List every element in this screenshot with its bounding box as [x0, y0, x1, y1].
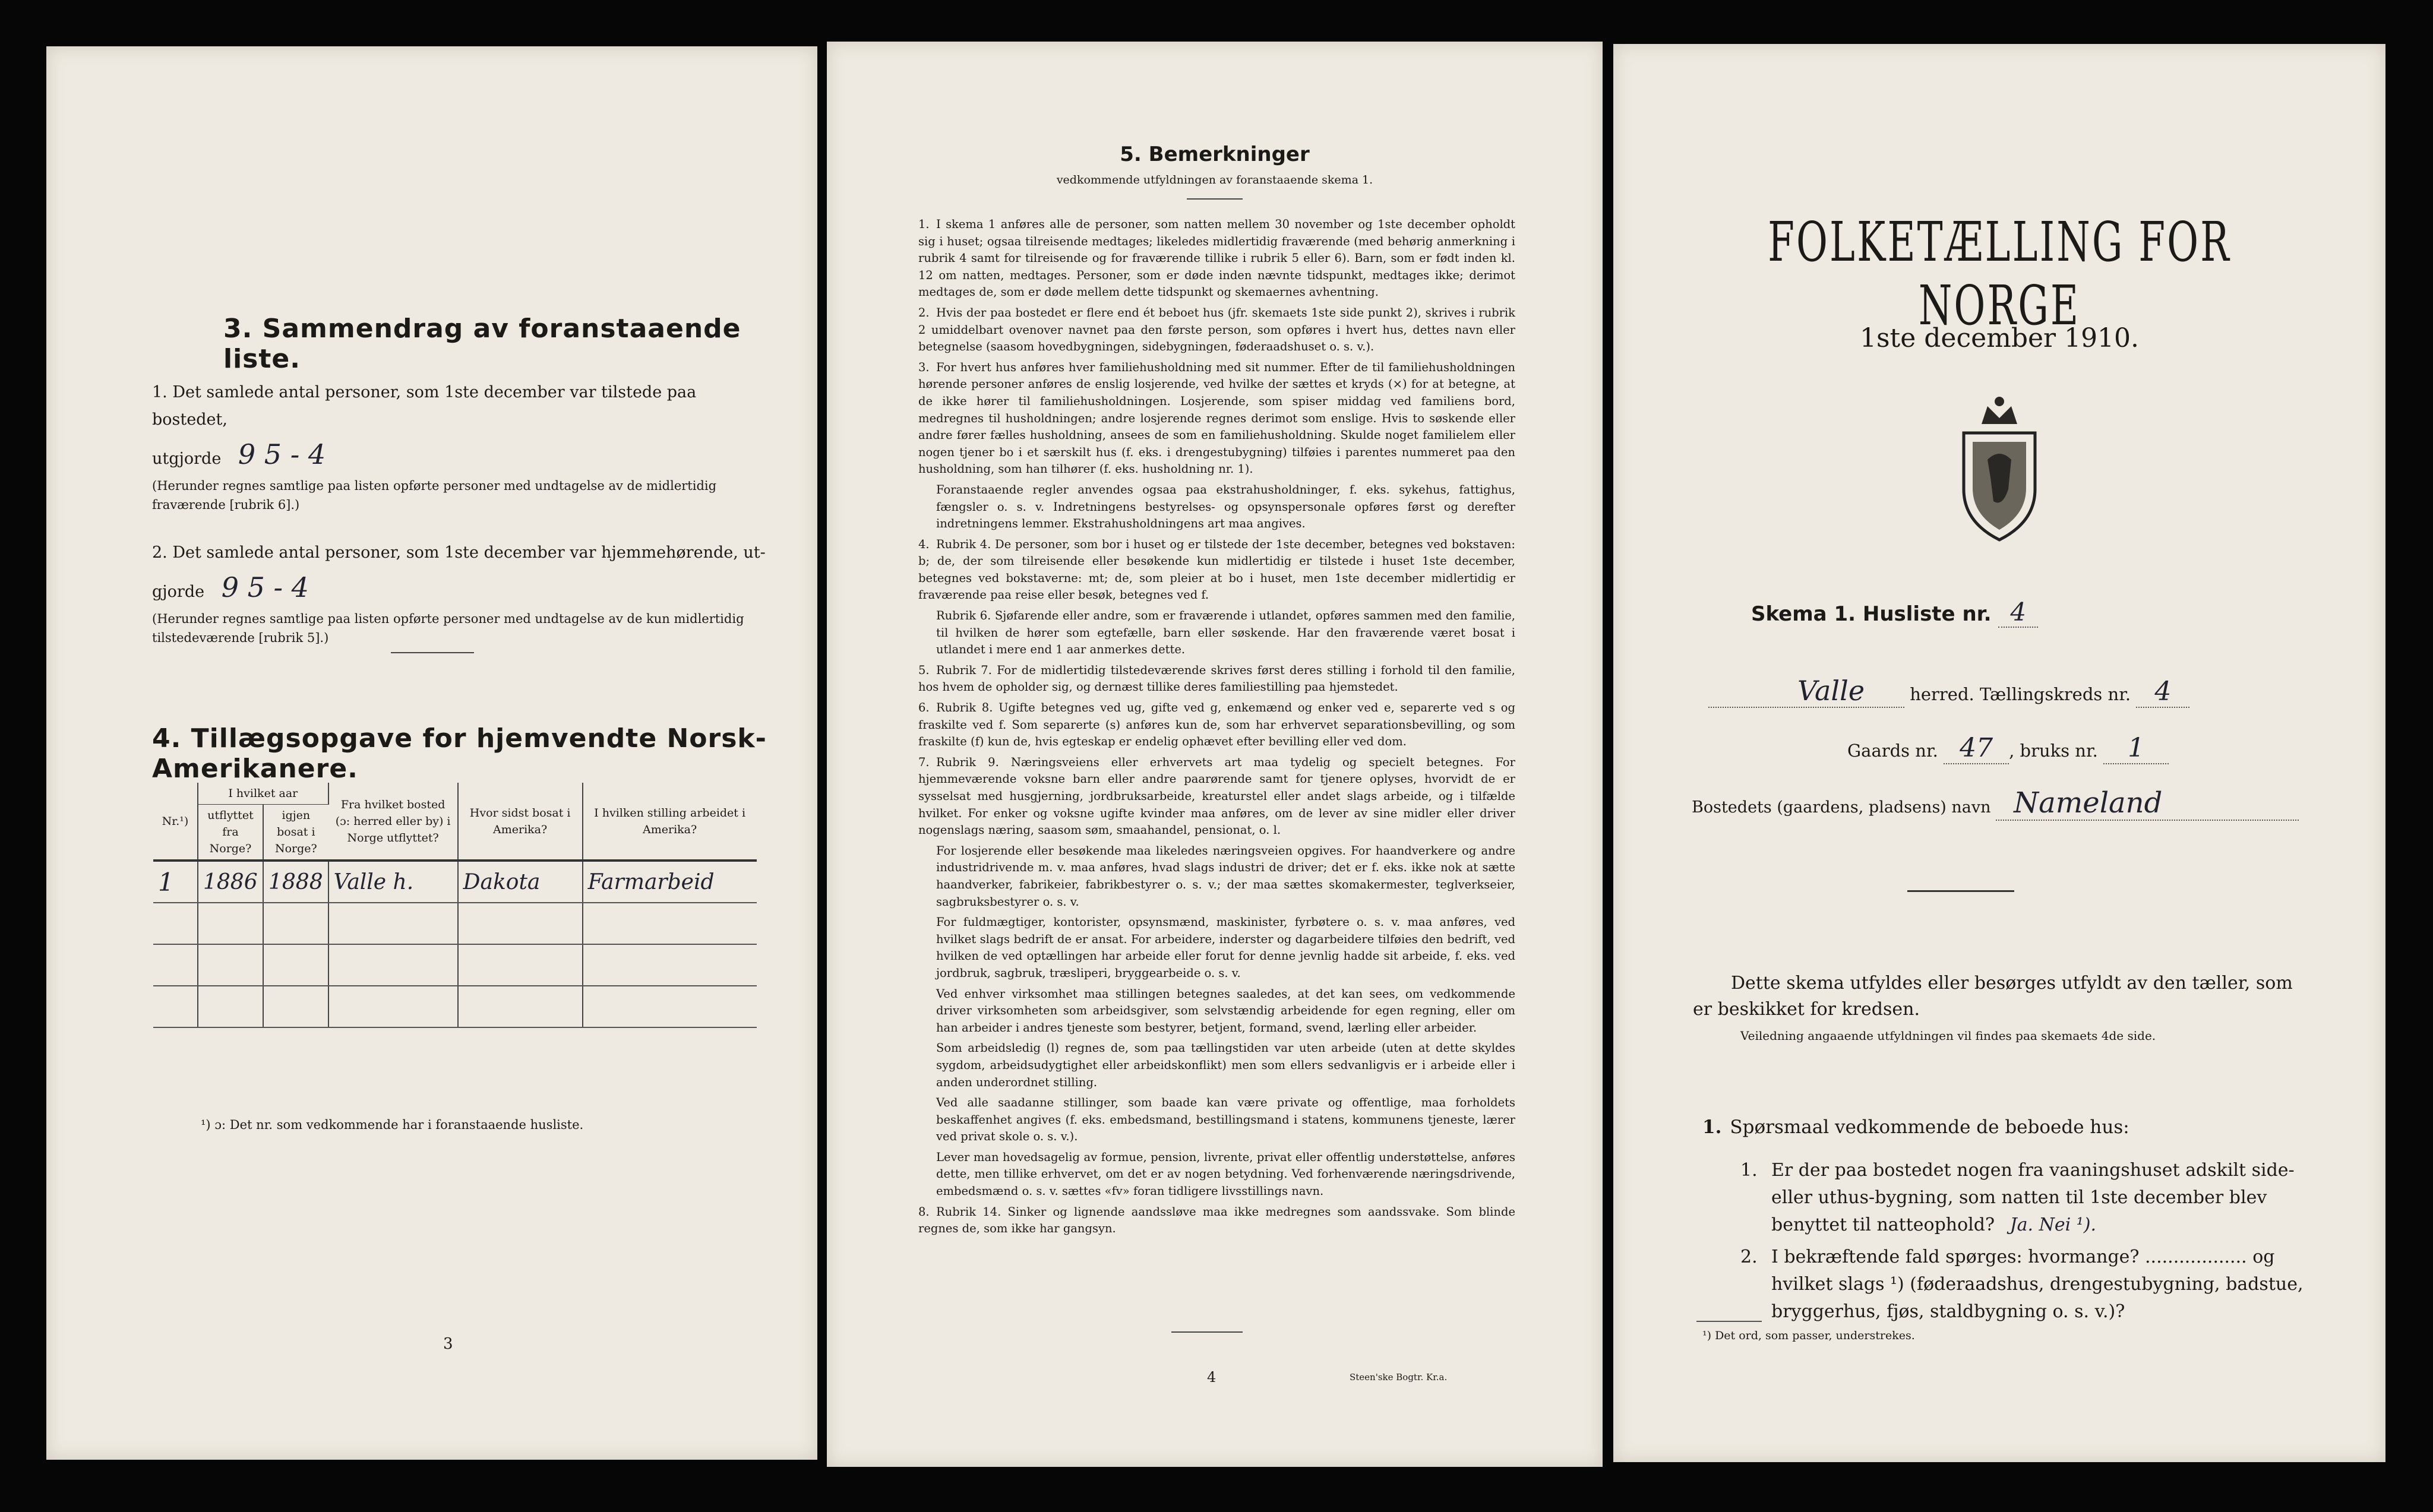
census-title: FOLKETÆLLING FOR NORGE: [1768, 210, 2231, 337]
section4-footnote: ¹) ɔ: Det nr. som vedkommende har i foranstaaende husliste.: [201, 1118, 584, 1132]
item1-utgjorde: utgjorde: [152, 450, 222, 468]
bosted-label: Bostedets (gaardens, pladsens) navn: [1692, 798, 1991, 817]
skema-husliste-label: Skema 1. Husliste nr.: [1751, 602, 1992, 626]
herred-line: [1708, 675, 2302, 708]
section3-item2: [152, 539, 770, 647]
question-2-text: I bekræftende fald spørges: hvormange? .................. og hvilket slags ¹) (føderaadshus, drengestubygning, badstue, bryggerhus, fjøs, staldbygning o. s. v.)?: [1771, 1247, 2304, 1322]
row-returned: 1888: [263, 861, 328, 903]
row-position: [583, 986, 757, 1027]
section3-title: 3. Sammendrag av foranstaaende liste.: [223, 314, 741, 374]
row-position: [583, 944, 757, 986]
intro-text: Dette skema utfyldes eller besørges utfyldt av den tæller, som er beskikket for kredsen.: [1693, 973, 2293, 1020]
gaards-line: [1847, 733, 2169, 764]
section4-title: 4. Tillægsopgave for hjemvendte Norsk-Amerikanere.: [152, 723, 767, 784]
row-from-where: [328, 944, 458, 986]
husliste-nr-value: 4: [1998, 597, 2038, 628]
remark-paragraph: Ved alle saadanne stillinger, som baade kan være private og offentlige, maa forholdets beskaffenhet angives (f. eks. embedsmand, bestillingsmand i statens, kommunens tjeneste, lærer ved privat skole o. s. v.).: [936, 1096, 1515, 1144]
row-emigrated: [198, 986, 263, 1027]
page-number: 4: [1207, 1369, 1216, 1386]
col-from-where: Fra hvilket bosted (ɔ: herred eller by) i Norge utflyttet?: [328, 783, 458, 861]
kreds-value: 4: [2136, 676, 2189, 708]
question-1-answer: Ja. Nei ¹).: [2009, 1214, 2097, 1235]
row-from-where: [328, 986, 458, 1027]
remark-paragraph: 8. Rubrik 14. Sinker og lignende aandssløve maa ikke medregnes som aandssvake. Som blinde regnes de, som ikke har gangsyn.: [918, 1204, 1515, 1236]
remark-paragraph: Ved enhver virksomhet maa stillingen betegnes saaledes, at det kan sees, om vedkommende driver virksomheten som arbeidsgiver, som selvstændig arbeidende for egen regning, eller om han arbeider i andres tjeneste som bestyrer, betjent, formand, svend, lærling eller arbeider.: [936, 986, 1515, 1035]
question-1: 1. Er der paa bostedet nogen fra vaaningshuset adskilt side- eller uthus-bygning, som natten til 1ste december blev benyttet til natteophold? Ja. Nei ¹).: [1740, 1160, 2295, 1235]
table-row: [153, 861, 757, 903]
remark-paragraph: 2. Hvis der paa bostedet er flere end ét beboet hus (jfr. skemaets 1ste side punkt 2), skrives i rubrik 2 umiddelbart ovenover navnet paa den første person, som opføres i hvert hus, dettes navn eller betegnelse (saasom hovedbygningen, sidebygningen, føderaadshuset o. s. v.).: [918, 305, 1515, 354]
item1-value: 9 5 - 4: [238, 438, 326, 470]
remarks-title: 5. Bemerkninger: [1120, 143, 1310, 166]
middle-page: [827, 42, 1603, 1467]
gaards-label: Gaards nr.: [1847, 741, 1938, 761]
skema-label: [1751, 597, 2038, 627]
remark-paragraph: 3. For hvert hus anføres hver familiehusholdning med sit nummer. Efter de til familiehusholdningen hørende personer anføres de enslig losjerende, ved hvilke der sættes et kryds (×) for at betegne, at de ikke hører til familiehusholdningen. Losjerende, som spiser middag ved familiens bord, medregnes til husholdningen; andre losjerende regnes derimot som enslige. Hvis to søskende eller andre fører fælles husholdning, ansees de som en familiehusholdning. Skulde noget familielem eller nogen tjener bo i et særskilt hus (f. eks. i drengestubygning) tilføies i parentes nummeret paa den husholdning, som han tilhører (f. eks. husholdning nr. 1).: [918, 360, 1515, 476]
row-nr: [153, 986, 198, 1027]
row-from-where: [328, 903, 458, 944]
row-last-residence: Dakota: [458, 861, 583, 903]
bosted-value: Nameland: [1996, 786, 2299, 821]
item1-text: 1. Det samlede antal personer, som 1ste december var tilstede paa bostedet,: [152, 383, 697, 429]
table-row: [153, 903, 757, 944]
row-returned: [263, 903, 328, 944]
intro-small-text: Veiledning angaaende utfyldningen vil findes paa skemaets 4de side.: [1740, 1029, 2156, 1043]
item2-text: 2. Det samlede antal personer, som 1ste december var hjemmehørende, ut-: [152, 543, 766, 562]
item1-note: (Herunder regnes samtlige paa listen opførte personer med undtagelse av de midlertidig fraværende [rubrik 6].): [152, 479, 717, 512]
question-2: 2. I bekræftende fald spørges: hvormange? .................. og hvilket slags ¹) (føderaadshus, drengestubygning, badstue, bryggerhus, fjøs, staldbygning o. s. v.)?: [1740, 1244, 2317, 1326]
page-number: 3: [443, 1335, 453, 1353]
col-nr: Nr.¹): [153, 783, 198, 861]
row-emigrated: [198, 903, 263, 944]
col-emigrated: utflyttet fra Norge?: [198, 805, 263, 861]
remark-paragraph: For fuldmægtiger, kontorister, opsynsmænd, maskinister, fyrbøtere o. s. v. maa anføres, ved hvilket slags bedrift de er ansat. For arbeidere, inderster og dagarbeidere tilføies den bedrift, ved hvilken de ved optællingen har arbeide eller forut for denne jevnlig hadde sit arbeide, f. eks. ved jordbruk, sagbruk, træsliperi, bryggearbeide o. s. v.: [936, 915, 1515, 980]
row-returned: [263, 986, 328, 1027]
questions-heading: 1. Spørsmaal vedkommende de beboede hus:: [1702, 1116, 2129, 1138]
row-last-residence: [458, 986, 583, 1027]
divider: [1187, 198, 1243, 200]
col-last-residence: Hvor sidst bosat i Amerika?: [458, 783, 583, 861]
right-page: [1613, 44, 2385, 1462]
remark-paragraph: 6. Rubrik 8. Ugifte betegnes ved ug, gifte ved g, enkemænd og enker ved e, separerte ved s og fraskilte ved f. Som separerte (s) anføres kun de, som har erhvervet separationsbevilling, og som fraskilte (f) kun de, hvis egteskap er endelig ophævet efter bevilling eller ved dom.: [918, 701, 1515, 749]
table-row: [153, 986, 757, 1027]
remark-paragraph: Foranstaaende regler anvendes ogsaa paa ekstrahusholdninger, f. eks. sykehus, fattighus, fængsler o. s. v. Indretningens bestyrelses- og opsynspersonale opføres først og derefter indretningens lemmer. Ekstrahusholdningens art maa angives.: [936, 482, 1515, 531]
row-returned: [263, 944, 328, 986]
remark-paragraph: 5. Rubrik 7. For de midlertidig tilstedeværende skrives først deres stilling i forhold til den familie, hos hvem de opholder sig, og dernæst tillike deres familiestilling paa hjemstedet.: [918, 663, 1515, 694]
row-nr: 1: [153, 861, 198, 903]
herred-label: herred.: [1910, 684, 1974, 704]
remark-paragraph: Rubrik 6. Sjøfarende eller andre, som er fraværende i utlandet, opføres sammen med den familie, til hvilken de hører som egtefælle, barn eller søskende. Har den fraværende været bosat i utlandet i mere end 1 aar anmerkes dette.: [936, 609, 1515, 657]
gaards-value: 47: [1944, 733, 2009, 764]
item2-value: 9 5 - 4: [221, 571, 309, 603]
divider: [391, 652, 474, 653]
row-nr: [153, 903, 198, 944]
row-from-where: Valle h.: [328, 861, 458, 903]
coat-of-arms-icon: [1946, 388, 2053, 543]
item2-utgjorde: gjorde: [152, 583, 205, 601]
row-last-residence: [458, 903, 583, 944]
row-position: Farmarbeid: [583, 861, 757, 903]
census-date: 1ste december 1910.: [1859, 323, 2140, 353]
remark-paragraph: 7. Rubrik 9. Næringsveiens eller erhvervets art maa tydelig og specielt betegnes. For hjemmeværende voksne barn eller andre paarørende samt for tjenere oplyses, hvorvidt de er sysselsat med husgjerning, jordbruksarbeide, kreaturstel eller andet slags arbeide, og i tilfælde hvilket. For enker og voksne ugifte kvinder maa anføres, om de lever av sine midler eller driver nogenslags næring, saasom søm, smaahandel, pensionat, o. l.: [918, 755, 1515, 837]
left-page: [46, 46, 817, 1460]
col-returned: igjen bosat i Norge?: [263, 805, 328, 861]
kreds-label: Tællingskreds nr.: [1979, 684, 2131, 704]
printer-credit: Steen'ske Bogtr. Kr.a.: [1350, 1372, 1448, 1383]
divider: [1907, 890, 2014, 892]
col-group: I hvilket aar: [198, 783, 328, 805]
row-emigrated: 1886: [198, 861, 263, 903]
remark-paragraph: Lever man hovedsagelig av formue, pension, livrente, privat eller offentlig understøttelse, anføres dette, men tillike erhvervet, om det er av nogen betydning. Ved forhenværende næringsdrivende, embedsmænd o. s. v. sættes «fv» foran tidligere livsstillings navn.: [936, 1150, 1515, 1198]
section3-item1: [152, 379, 770, 514]
remark-paragraph: 4. Rubrik 4. De personer, som bor i huset og er tilstede der 1ste december, betegnes ved bokstaven: b; de, der som tilreisende eller besøkende kun midlertidig er tilstede i huset 1ste december, betegnes ved bokstaverne: mt; de, som pleier at bo i huset, men 1ste december midlertidig er fraværende paa reise eller besøk, betegnes ved f.: [918, 537, 1515, 602]
bosted-line: [1692, 786, 2299, 821]
questions-title: Spørsmaal vedkommende de beboede hus:: [1730, 1116, 2129, 1138]
divider: [1696, 1321, 1762, 1322]
col-position: I hvilken stilling arbeidet i Amerika?: [583, 783, 757, 861]
herred-value: Valle: [1708, 675, 1904, 708]
remark-paragraph: 1. I skema 1 anføres alle de personer, som natten mellem 30 november og 1ste december opholdt sig i huset; ogsaa tilreisende medtages; likeledes midlertidig fraværende (med behørig anmerkning i rubrik 4 samt for tilreisende og for fraværende tillike i rubrik 5 eller 6). Barn, som er født inden kl. 12 om natten, medtages. Personer, som er døde inden nævnte tidspunkt, medtages ikke; derimot medtages de, som er døde mellem dette tidspunkt og skemaernes avhentning.: [918, 217, 1515, 299]
remarks-subtitle: vedkommende utfyldningen av foranstaaende skema 1.: [1056, 173, 1373, 186]
bruks-label: , bruks nr.: [2009, 741, 2098, 761]
row-position: [583, 903, 757, 944]
norsk-amerikanere-table: [153, 783, 757, 1028]
divider: [1171, 1331, 1243, 1333]
question-1-text: Er der paa bostedet nogen fra vaaningshuset adskilt side- eller uthus-bygning, som natten til 1ste december blev benyttet til natteophold?: [1771, 1160, 2295, 1235]
bruks-value: 1: [2103, 733, 2169, 764]
right-footnote: ¹) Det ord, som passer, understrekes.: [1702, 1329, 1915, 1342]
remark-paragraph: Som arbeidsledig (l) regnes de, som paa tællingstiden var uten arbeide (uten at dette skyldes sygdom, arbeidsudygtighet eller arbeidskonflikt) men som ellers sedvanligvis er i arbeide eller i anden underordnet stilling.: [936, 1041, 1515, 1089]
row-nr: [153, 944, 198, 986]
item2-note: (Herunder regnes samtlige paa listen opførte personer med undtagelse av de kun midlertidig tilstedeværende [rubrik 5].): [152, 612, 744, 645]
row-emigrated: [198, 944, 263, 986]
remarks-list: [918, 216, 1515, 1241]
remark-paragraph: For losjerende eller besøkende maa likeledes næringsveien opgives. For haandverkere og andre industridrivende m. v. maa anføres, hvad slags industri de driver; det er f. eks. ikke nok at sætte haandverker, fabrikeier, fabrikbestyrer o. s. v.; der maa sættes skomakermester, teglverkseier, sagbruksbestyrer o. s. v.: [936, 843, 1515, 909]
row-last-residence: [458, 944, 583, 986]
table-row: [153, 944, 757, 986]
